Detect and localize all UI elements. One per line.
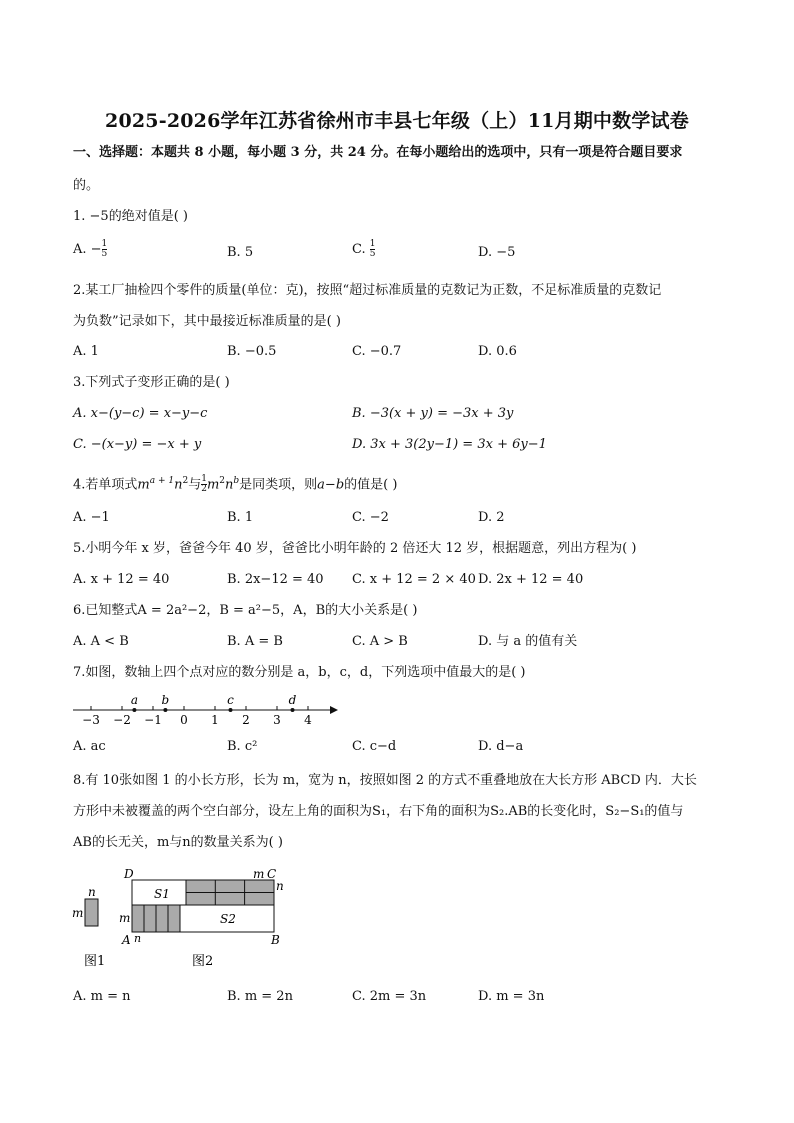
q1-option-a[interactable]: A. − $\frac{1}{5}$ [73, 239, 108, 259]
q5-option-a[interactable]: A. x + 12 = 40 [73, 572, 170, 587]
question-2-stem-cont: 为负数”记录如下，其中最接近标准质量的是( ) [73, 314, 341, 329]
q3-option-b[interactable]: B. −3(x + y) = −3x + 3y [352, 406, 514, 421]
q8-option-d[interactable]: D. m = 3n [478, 989, 545, 1004]
q1-option-d[interactable]: D. −5 [478, 245, 516, 260]
q6-option-d[interactable]: D. 与 a 的值有关 [478, 634, 578, 649]
question-3-stem: 3.下列式子变形正确的是( ) [73, 375, 230, 390]
q7-option-a[interactable]: A. ac [73, 739, 106, 754]
section-heading: 一、选择题：本题共 8 小题，每小题 3 分，共 24 分。在每小题给出的选项中，只有一项是符合题目要求 [73, 145, 683, 160]
question-2-stem: 2.某工厂抽检四个零件的质量(单位：克)，按照“超过标准质量的克数记为正数，不足标准质量的克数记 [73, 283, 662, 298]
question-8-stem-cont1: 方形中未被覆盖的两个空白部分，设左上角的面积为S₁，右下角的面积为S₂.AB的长变化时，S₂−S₁的值与 [73, 804, 684, 819]
fig2-label-m-top: m [253, 867, 265, 881]
question-7-stem: 7.如图，数轴上四个点对应的数分别是 a，b，c，d，下列选项中值最大的是( ) [73, 665, 526, 680]
q4-option-b[interactable]: B. 1 [227, 510, 254, 525]
q6-option-c[interactable]: C. A > B [352, 634, 408, 649]
q2-option-c[interactable]: C. −0.7 [352, 344, 402, 359]
question-4-stem: 4.若单项式$m^{a + 1}n^2$与 $\frac{1}{2}$ $m^2n^b$是同类项，则a−b的值是( ) [73, 474, 398, 495]
number-line-point-label: a [130, 693, 138, 707]
number-line-tick-label: −1 [144, 713, 162, 727]
number-line-tick-label: 4 [304, 713, 312, 727]
q5-option-b[interactable]: B. 2x−12 = 40 [227, 572, 324, 587]
fig2-label-A: A [122, 933, 131, 947]
small-rectangle [85, 899, 98, 926]
question-1-stem: 1. −5的绝对值是( ) [73, 209, 188, 224]
question-8-stem-cont2: AB的长无关，m与n的数量关系为( ) [73, 835, 283, 850]
fig2-label-S2: S2 [220, 912, 236, 926]
q5-option-d[interactable]: D. 2x + 12 = 40 [478, 572, 584, 587]
q2-option-b[interactable]: B. −0.5 [227, 344, 277, 359]
fig2-label-n-bottom: n [134, 932, 142, 945]
number-line-tick-label: 3 [273, 713, 281, 727]
fig2-label-C: C [267, 867, 277, 881]
q3-option-a[interactable]: A. x−(y−c) = x−y−c [73, 406, 208, 421]
q2-option-a[interactable]: A. 1 [73, 344, 99, 359]
q4-option-c[interactable]: C. −2 [352, 510, 389, 525]
q7-option-d[interactable]: D. d−a [478, 739, 524, 754]
q7-option-b[interactable]: B. c² [227, 739, 258, 754]
fig1-label-m: m [72, 906, 84, 920]
q2-option-d[interactable]: D. 0.6 [478, 344, 517, 359]
q1-option-c[interactable]: C. $\frac{1}{5}$ [352, 239, 376, 259]
fig2-label-S1: S1 [154, 887, 170, 901]
section-heading-cont: 的。 [73, 178, 100, 193]
fig2-label-n-right: n [276, 879, 284, 893]
q1-option-b[interactable]: B. 5 [227, 245, 254, 260]
fig2-caption: 图2 [192, 954, 214, 969]
q3-option-d[interactable]: D. 3x + 3(2y−1) = 3x + 6y−1 [352, 437, 547, 452]
q3-option-c[interactable]: C. −(x−y) = −x + y [73, 437, 202, 452]
number-line-tick-label: 2 [242, 713, 250, 727]
q7-option-c[interactable]: C. c−d [352, 739, 397, 754]
number-line-point-label: c [227, 693, 234, 707]
number-line-point-label: d [288, 693, 297, 707]
number-line-tick-label: −3 [82, 713, 100, 727]
number-line-point-label: b [161, 693, 170, 707]
number-line-tick-label: 0 [180, 713, 188, 727]
fig2-label-B: B [271, 933, 280, 947]
bottom-left-tiles [132, 905, 180, 932]
fig1-caption: 图1 [84, 954, 106, 969]
q4-option-a[interactable]: A. −1 [73, 510, 110, 525]
number-line-tick-label: 1 [211, 713, 219, 727]
number-line-tick-label: −2 [113, 713, 131, 727]
q8-option-b[interactable]: B. m = 2n [227, 989, 293, 1004]
q6-option-b[interactable]: B. A = B [227, 634, 283, 649]
q5-option-c[interactable]: C. x + 12 = 2 × 40 [352, 572, 476, 587]
fig1-label-n: n [88, 885, 96, 899]
q6-option-a[interactable]: A. A < B [73, 634, 129, 649]
page-title: 2025-2026学年江苏省徐州市丰县七年级（上）11月期中数学试卷 [105, 110, 689, 132]
fig2-label-m-left: m [119, 911, 131, 925]
top-right-tiles [186, 880, 274, 905]
q4-option-d[interactable]: D. 2 [478, 510, 505, 525]
question-8-stem: 8.有 10张如图 1 的小长方形，长为 m，宽为 n，按照如图 2 的方式不重叠地放在大长方形 ABCD 内．大长 [73, 773, 697, 788]
fig2-label-D: D [124, 867, 134, 881]
question-5-stem: 5.小明今年 x 岁，爸爸今年 40 岁，爸爸比小明年龄的 2 倍还大 12 岁，根据题意，列出方程为( ) [73, 541, 637, 556]
q8-option-c[interactable]: C. 2m = 3n [352, 989, 427, 1004]
q8-option-a[interactable]: A. m = n [73, 989, 131, 1004]
question-6-stem: 6.已知整式A = 2a²−2，B = a²−5，A，B的大小关系是( ) [73, 603, 418, 618]
